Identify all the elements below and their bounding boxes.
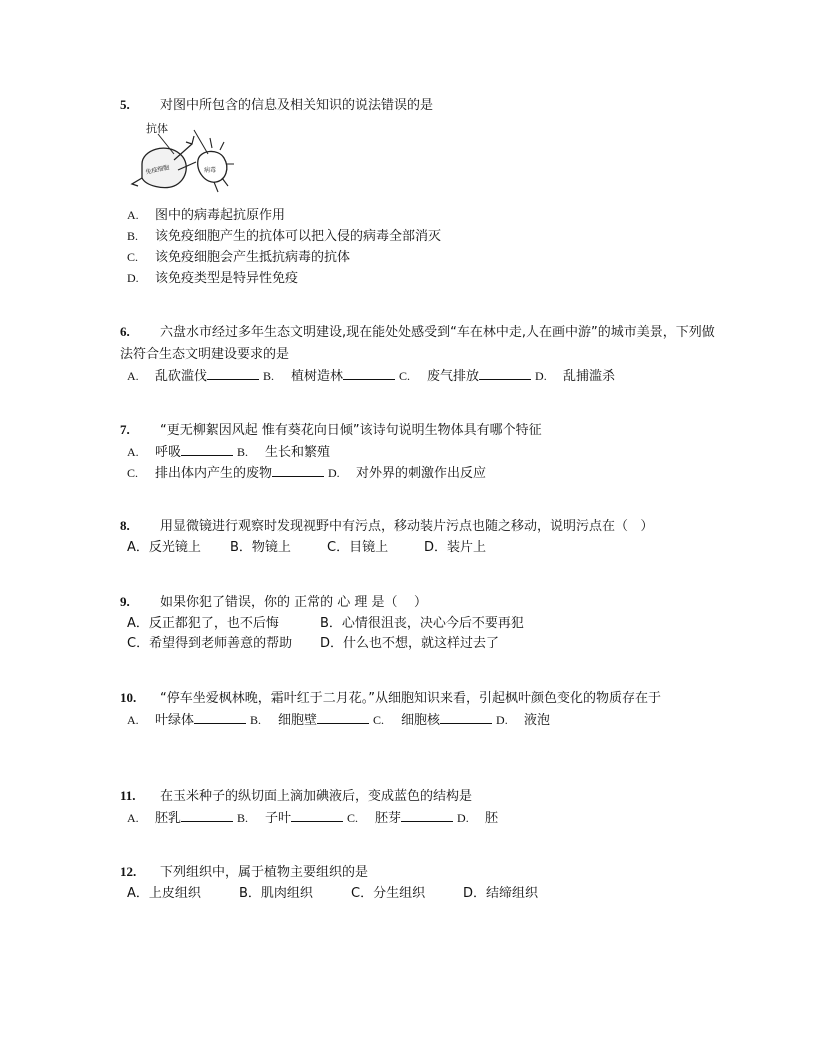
option-text: 叶绿体 [155,713,195,728]
option-b[interactable] [239,884,351,904]
option-letter: C． [127,636,150,651]
question-5-options [120,205,720,289]
option-b[interactable] [120,226,720,247]
option-letter: B. [127,229,139,243]
question-stem [120,687,720,710]
option-text: 胚芽 [375,811,402,826]
answer-blank [181,443,233,456]
option-d[interactable] [320,636,499,651]
question-number: 10. [120,690,137,705]
options-row [120,884,720,904]
option-letter: A. [127,811,139,825]
option-text: 反光镜上 [148,540,201,555]
option-text: 废气排放 [427,369,480,384]
option-text: 分生组织 [373,886,426,901]
option-letter: C. [373,713,385,727]
option-c[interactable] [327,538,424,558]
option-letter: D． [463,886,487,901]
option-text: 该免疫细胞产生的抗体可以把入侵的病毒全部消灭 [155,229,442,244]
option-letter: B. [250,713,262,727]
option-c[interactable] [347,811,457,826]
answer-blank [343,367,395,380]
question-stem [120,785,720,808]
question-text: 如果你犯了错误，你的 正常的 心 理 是（ ） [160,595,428,610]
option-text: 细胞壁 [278,713,318,728]
option-text: 希望得到老师善意的帮助 [149,636,293,651]
question-text: “停车坐爱枫林晚，霜叶红于二月花。”从细胞知识来看，引起枫叶颜色变化的物质存在于 [160,691,661,706]
option-text: 对外界的刺激作出反应 [356,466,487,481]
options-row [120,442,720,463]
answer-blank [479,367,531,380]
option-letter: C. [347,811,359,825]
answer-blank [440,711,492,724]
options-row [120,538,720,558]
option-text: 液泡 [524,713,551,728]
option-a[interactable] [127,713,250,728]
options-row [120,808,720,829]
option-a[interactable] [127,369,263,384]
option-letter: A. [127,369,139,383]
option-letter: C. [127,250,139,264]
question-7 [120,419,720,484]
option-letter: D． [424,540,448,555]
option-letter: A． [127,540,149,555]
option-text: 物镜上 [251,540,291,555]
option-a[interactable] [127,884,239,904]
option-a[interactable] [127,811,237,826]
option-a[interactable] [120,205,720,226]
option-text: 植树造林 [291,369,344,384]
option-d[interactable] [496,713,550,728]
option-b[interactable] [237,811,347,826]
option-letter: D. [457,811,469,825]
option-c[interactable] [399,369,535,384]
question-text: 六盘水市经过多年生态文明建设,现在能处处感受到“车在林中走,人在画中游”的城市美景，下列做法符合生态文明建设要求的是 [120,325,715,362]
option-text: 心情很沮丧，决心今后不要再犯 [341,616,524,631]
option-text: 该免疫细胞会产生抵抗病毒的抗体 [155,250,351,265]
option-text: 上皮组织 [148,886,201,901]
question-stem [120,861,720,884]
option-b[interactable] [230,538,327,558]
option-text: 肌肉组织 [260,886,313,901]
option-text: 细胞核 [401,713,441,728]
option-text: 结缔组织 [486,886,539,901]
option-d[interactable] [328,466,486,481]
question-number: 8. [120,518,130,533]
question-number: 9. [120,594,130,609]
option-letter: A. [127,445,139,459]
option-d[interactable] [424,540,486,555]
options-row [120,614,720,634]
option-letter: D． [320,636,344,651]
option-letter: B． [239,886,261,901]
option-letter: D. [127,271,139,285]
question-6 [120,321,720,387]
question-stem [120,94,720,117]
question-number: 7. [120,422,130,437]
option-letter: A. [127,208,139,222]
options-row [120,634,720,654]
option-d[interactable] [535,369,615,384]
option-letter: B. [237,811,249,825]
option-letter: D. [535,369,547,383]
answer-blank [401,809,453,822]
option-letter: A． [127,616,149,631]
option-letter: B． [230,540,252,555]
question-5 [120,94,720,117]
option-letter: C． [351,886,374,901]
option-text: 排出体内产生的废物 [155,466,273,481]
option-d[interactable] [457,811,498,826]
option-letter: A. [127,713,139,727]
option-text: 目镜上 [349,540,389,555]
question-number: 11. [120,788,136,803]
option-c[interactable] [127,634,320,654]
option-text: 生长和繁殖 [265,445,331,460]
question-12 [120,861,720,904]
option-c[interactable] [373,713,496,728]
answer-blank [194,711,246,724]
option-d[interactable] [120,268,720,289]
option-c[interactable] [127,466,328,481]
answer-blank [291,809,343,822]
option-text: 图中的病毒起抗原作用 [155,208,286,223]
option-b[interactable] [250,713,373,728]
option-c[interactable] [120,247,720,268]
option-text: 胚乳 [155,811,182,826]
option-d[interactable] [463,886,538,901]
options-row [120,463,720,484]
answer-blank [317,711,369,724]
answer-blank [207,367,259,380]
figure-label-antibody: 抗体 [146,122,168,135]
option-text: 该免疫类型是特异性免疫 [155,271,299,286]
question-text: 用显微镜进行观察时发现视野中有污点，移动装片污点也随之移动，说明污点在（ ） [160,519,654,534]
question-stem [120,591,720,614]
option-a[interactable] [127,614,320,634]
option-a[interactable] [127,538,230,558]
option-b[interactable] [263,369,399,384]
option-text: 装片上 [447,540,487,555]
question-stem [120,515,720,538]
answer-blank [181,809,233,822]
option-text: 什么也不想，就这样过去了 [343,636,500,651]
option-letter: C. [127,466,139,480]
question-text: 在玉米种子的纵切面上滴加碘液后，变成蓝色的结构是 [160,789,473,804]
option-letter: C． [327,540,350,555]
option-c[interactable] [351,884,463,904]
figure-label-virus: 病毒 [204,167,217,174]
immune-cell-illustration [128,120,238,200]
option-letter: C. [399,369,411,383]
question-number: 12. [120,864,137,879]
option-b[interactable] [237,445,330,460]
question-text: 下列组织中，属于植物主要组织的是 [160,865,369,880]
option-letter: B． [320,616,342,631]
option-b[interactable] [320,616,524,631]
question-text: “更无柳絮因风起 惟有葵花向日倾”该诗句说明生物体具有哪个特征 [160,423,542,438]
question-text: 对图中所包含的信息及相关知识的说法错误的是 [160,98,434,113]
question-number: 5. [120,97,130,112]
option-text: 乱捕滥杀 [563,369,616,384]
option-text: 呼吸 [155,445,182,460]
option-letter: B. [237,445,249,459]
options-row [120,366,720,387]
question-stem [120,419,720,442]
antibody-virus-figure [128,120,238,200]
question-11 [120,785,720,829]
option-letter: A． [127,886,149,901]
option-letter: D. [496,713,508,727]
option-text: 胚 [485,811,499,826]
option-a[interactable] [127,445,237,460]
option-text: 子叶 [265,811,292,826]
question-8 [120,515,720,558]
figure-label-cell: 免疫细胞 [144,164,170,176]
answer-blank [272,464,324,477]
option-text: 乱砍滥伐 [155,369,208,384]
question-10 [120,687,720,731]
question-number: 6. [120,324,130,339]
option-letter: B. [263,369,275,383]
question-9 [120,591,720,654]
options-row [120,710,720,731]
option-letter: D. [328,466,340,480]
option-text: 反正都犯了，也不后悔 [148,616,279,631]
question-stem [120,321,720,366]
